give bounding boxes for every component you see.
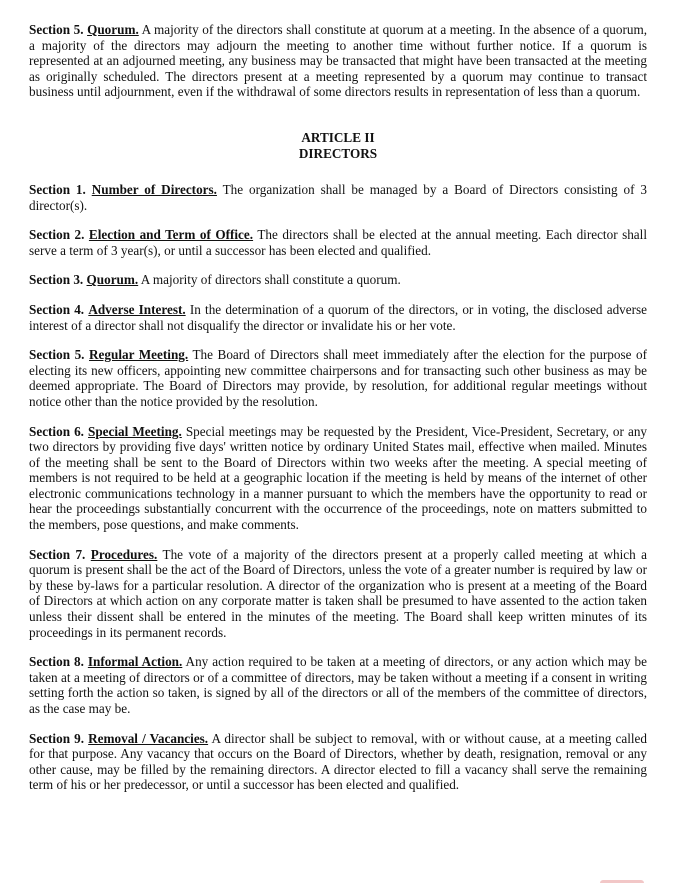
section-regular-meeting: [29, 347, 647, 409]
article-number: ARTICLE II: [301, 129, 375, 145]
section-procedures: [29, 547, 647, 641]
section-body: A majority of directors shall constitute a quorum.: [138, 272, 401, 288]
section-title: Regular Meeting.: [89, 347, 189, 363]
section-title: Number of Directors.: [91, 181, 217, 197]
section-number: Section 2.: [29, 227, 85, 243]
section-election-and-term: [29, 227, 647, 258]
section-body: In the determination of a quorum of the directors, or in voting, the disclosed adverse interest of a director shall not disqualify the director or invalidate his or her vote.: [29, 301, 647, 333]
section-number: Section 5.: [29, 347, 85, 363]
section-body: The directors shall be elected at the annual meeting. Each director shall serve a term of 3 year(s), or until a successor has been elected and qualified.: [29, 227, 647, 258]
section-number: Section 5.: [29, 22, 84, 37]
section-body: Special meetings may be requested by the President, Vice-President, Secretary, or any two directors by providing five days' written notice by ordinary United States mail, effective when mailed. Minutes of the meeting shall be sent to the Board of Directors within two weeks after the meeting. A special meeting of members is not required to be held at a geographic location if the meeting is held by means of the internet of other electronic communications technology in a manner pursuant to which the members have the opportunity to read or hear the proceedings substantially concurrent with the occurrence of the proceedings, note on matters submitted to the members, pose questions, and make comments.: [29, 423, 648, 533]
section-body: A majority of the directors shall constitute at quorum at a meeting. In the absence of a quorum, a majority of the directors may adjourn the meeting to another time without further notice. If a quorum is represented at an adjourned meeting, any business may be transacted that might have been transacted at the meeting as originally scheduled. The directors present at a meeting represented by a quorum may continue to transact business until adjournment, even if the withdrawal of some directors results in representation of less than a quorum.: [29, 22, 648, 100]
section-number: Section 6.: [29, 423, 84, 439]
section-title: Removal / Vacancies.: [88, 730, 209, 746]
section-quorum: [29, 272, 647, 288]
section-informal-action: [29, 654, 647, 716]
section-title: Informal Action.: [87, 654, 183, 670]
section-number: Section 3.: [29, 272, 84, 288]
section-number: Section 7.: [29, 546, 86, 562]
section-title: Quorum.: [86, 272, 139, 288]
document-page: [29, 22, 647, 807]
section-body: A director shall be subject to removal, with or without cause, at a meeting called for that purpose. Any vacancy that occurs on the Board of Directors, whether by death, resignation, removal or any other cause, may be filled by the remaining directors. A director elected to fill a vacancy shall serve the remaining term of his or her predecessor, or until a successor has been elected and qualified.: [29, 730, 647, 793]
section-adverse-interest: [29, 302, 647, 333]
section-special-meeting: [29, 424, 647, 533]
section-title: Procedures.: [90, 546, 158, 562]
section-number: Section 4.: [29, 301, 85, 317]
section-title: Election and Term of Office.: [88, 227, 254, 243]
article-name: DIRECTORS: [298, 145, 378, 161]
section-title: Special Meeting.: [88, 423, 182, 439]
article-heading: [29, 130, 647, 162]
prior-section-quorum: [29, 22, 647, 100]
section-body: Any action required to be taken at a meeting of directors, or any action which may be taken at a meeting of directors or of a committee of directors, may be taken without a meeting if a consent in writing setting forth the action so taken, is signed by all of the directors or all of the members of the committee of directors, as the case may be.: [29, 654, 648, 716]
section-number: Section 8.: [29, 654, 84, 670]
section-body: The vote of a majority of the directors present at a properly called meeting at which a quorum is present shall be the act of the Board of Directors, unless the vote of a greater number is required by law or by these by-laws for a particular resolution. A director of the organization who is present at a meeting of the Board of Directors at which action on any corporate matter is taken shall be presumed to have assented to the action taken unless their dissent shall be entered in the minutes of the meeting. The Board shall keep written minutes of its proceedings in its permanent records.: [29, 546, 647, 640]
section-title: Quorum.: [87, 22, 139, 37]
section-title: Adverse Interest.: [88, 301, 186, 317]
section-removal-vacancies: [29, 731, 647, 793]
section-body: The organization shall be managed by a Board of Directors consisting of 3 director(s).: [29, 181, 647, 213]
section-number: Section 1.: [29, 181, 86, 197]
section-number-of-directors: [29, 182, 647, 213]
section-number: Section 9.: [29, 730, 85, 746]
section-body: The Board of Directors shall meet immediately after the election for the purpose of electing its new officers, appointing new committee chairpersons and for transacting such other business as may be deemed appropriate. The Board of Directors may provide, by resolution, for additional regular meetings without notice other than the notice provided by the resolution.: [29, 347, 647, 409]
